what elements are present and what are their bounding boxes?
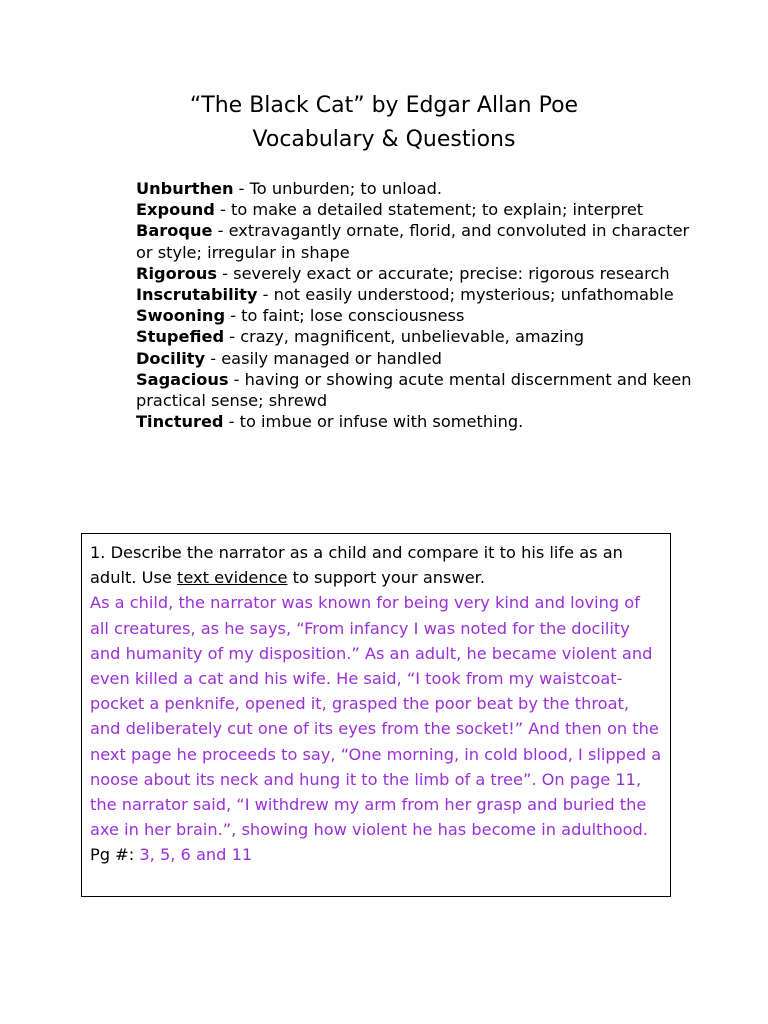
vocab-term: Unburthen bbox=[136, 179, 234, 198]
page-reference bbox=[90, 842, 662, 867]
vocab-term: Baroque bbox=[136, 221, 213, 241]
vocab-entry bbox=[136, 348, 696, 369]
vocab-definition: - to faint; lose consciousness bbox=[225, 306, 465, 326]
vocab-term: Expound bbox=[136, 200, 215, 220]
document-subtitle: Vocabulary & Questions bbox=[252, 127, 516, 152]
vocab-term: Docility bbox=[136, 348, 206, 368]
vocab-definition: - extravagantly ornate, florid, and convoluted in character or style; irregular in shape bbox=[136, 221, 690, 262]
question-prompt bbox=[90, 540, 662, 590]
vocab-definition: - crazy, magnificent, unbelievable, amazing bbox=[224, 327, 585, 347]
vocab-definition: - to make a detailed statement; to explain; interpret bbox=[214, 200, 644, 220]
vocabulary-list bbox=[136, 178, 696, 432]
vocab-term: Tinctured bbox=[136, 412, 224, 432]
vocab-entry bbox=[136, 411, 696, 432]
question-prompt-text: 1. Describe the narrator as a child and compare it to his life as an adult. Use bbox=[90, 543, 623, 588]
page-reference-label: Pg #: bbox=[90, 845, 140, 865]
vocab-definition: - severely exact or accurate; precise: rigorous research bbox=[217, 263, 670, 283]
vocab-definition: - having or showing acute mental discernment and keen practical sense; shrewd bbox=[136, 369, 692, 411]
vocab-entry bbox=[136, 305, 696, 326]
vocab-term: Sagacious bbox=[136, 369, 229, 389]
question-box bbox=[81, 533, 671, 897]
vocab-definition: - not easily understood; mysterious; unfathomable bbox=[257, 285, 674, 305]
vocab-entry bbox=[136, 326, 696, 347]
vocab-entry bbox=[136, 199, 696, 220]
vocab-term: Stupefied bbox=[136, 327, 225, 347]
vocab-definition: - easily managed or handled bbox=[205, 348, 442, 368]
vocab-entry bbox=[136, 263, 696, 284]
answer-text: As a child, the narrator was known for being very kind and loving of all creatures, as he says, “From infancy I was noted for the docility and humanity of my disposition.” As an adult, he became violent and even killed a cat and his wife. He said, “I took from my waistcoat-pocket a penknife, opened it, grasped the poor beat by the throat, and deliberately cut one of its eyes from the socket!” And then on the next page he proceeds to say, “One morning, in cold blood, I slipped a noose about its neck and hung it to the limb of a tree”. On page 11, the narrator said, “I withdrew my arm from her grasp and buried the axe in her brain.”, showing how violent he has become in adulthood. bbox=[90, 593, 662, 840]
document-title: “The Black Cat” by Edgar Allan Poe bbox=[189, 93, 579, 118]
vocab-term: Swooning bbox=[136, 306, 226, 326]
vocab-entry bbox=[136, 284, 696, 305]
vocab-entry bbox=[136, 178, 696, 199]
vocab-entry bbox=[136, 220, 696, 262]
vocab-term: Inscrutability bbox=[136, 285, 258, 305]
text-evidence-underlined: text evidence bbox=[176, 568, 288, 588]
vocab-entry bbox=[136, 369, 696, 411]
page-reference-value: 3, 5, 6 and 11 bbox=[139, 845, 253, 865]
vocab-term: Rigorous bbox=[136, 263, 217, 283]
vocab-definition: - to imbue or infuse with something. bbox=[223, 412, 524, 432]
vocab-definition: - To unburden; to unload. bbox=[233, 179, 443, 198]
question-prompt-text-end: to support your answer. bbox=[287, 568, 485, 588]
